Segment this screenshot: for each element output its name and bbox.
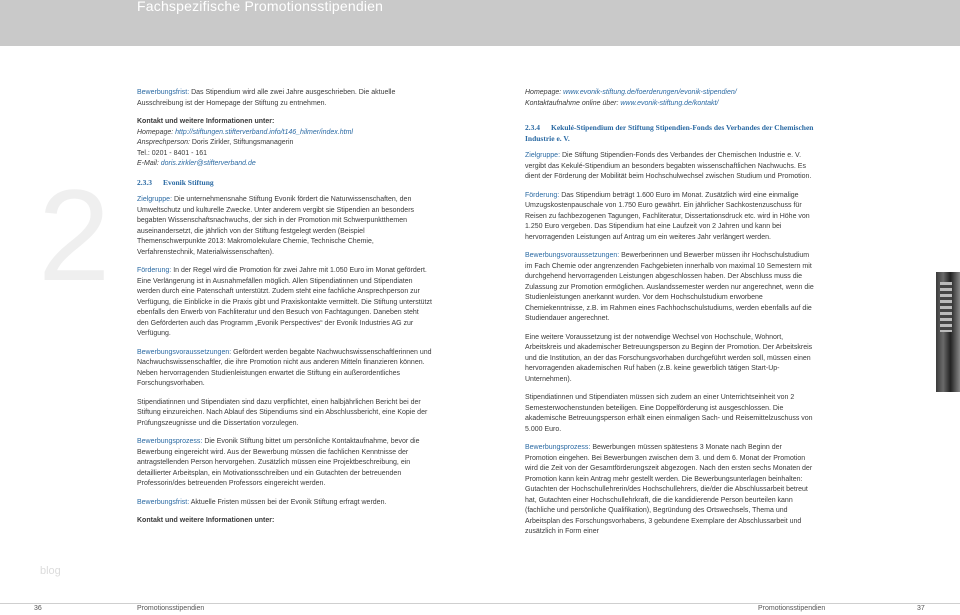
- homepage-link[interactable]: http://stiftungen.stifterverband.info/t146_hilmer/index.html: [175, 128, 353, 136]
- paragraph-bericht: Stipendiatinnen und Stipendiaten sind dazu verpflichtet, einen halbjährlichen Bericht bei der Stiftung einzureichen. Nach Ablauf des Stipendiums sind ein Abschlussbericht, eine Kopie der Prüfungszeugnisse und die Dissertation vorzulegen.: [137, 398, 428, 427]
- page-title: Fachspezifische Promotionsstipendien: [137, 0, 384, 14]
- paragraph-zielgruppe: Zielgruppe: Die unternehmensnahe Stiftung Evonik fördert die Naturwissenschaften, den Umweltschutz und kulturelle Zwecke. Unter anderem vergibt sie Stipendien an besonders begabten Wissenschaftsnachwuchs, der sich in der Promotion mit Schwerpunktthemen auseinandersetzt, die jährlich von der Stiftung festgelegt werden (Beispiel Themenschwerpunkte 2013: Makromolekulare Chemie, Technische Chemie, Verfahrenstechnik, Materialwissenschaften).: [137, 196, 415, 256]
- paragraph-bewerbungsprozess: Bewerbungsprozess: Die Evonik Stiftung bittet um persönliche Kontaktaufnahme, bevor die Bewerbung eingereicht wird. Aus der Bewerbung müssen die fachlichen Kenntnisse der antragstellenden Person hervorgehen. Zusätzlich müssen eine Projektbeschreibung, ein detaillierter Arbeitsplan, ein Motivationsschreiben und ein Gutachten der betreuenden Professorin/des betreuenden Professors eingereicht werden.: [137, 438, 420, 487]
- contact-online-line: Kontaktaufnahme online über: www.evonik-stiftung.de/kontakt/: [525, 99, 719, 107]
- left-column: [137, 88, 432, 527]
- side-photo: [936, 272, 960, 392]
- homepage-line: Homepage: www.evonik-stiftung.de/foerderungen/evonik-stipendien/: [525, 89, 737, 96]
- side-watermark: blog: [40, 565, 61, 577]
- contact-person-line: Ansprechperson: Doris Zirkler, Stiftungsmanagerin: [137, 139, 294, 146]
- email-link[interactable]: doris.zirkler@stifterverband.de: [160, 160, 256, 167]
- section-heading-evonik: 2.3.3 Evonik Stiftung: [137, 177, 214, 187]
- paragraph-foerderung: Förderung: In der Regel wird die Promotion für zwei Jahre mit 1.050 Euro im Monat gefördert. Eine Verlängerung ist in Ausnahmefällen möglich. Allen Stipendiatinnen und Stipendiaten werden durch eine Patenschaft unterstützt. Zudem steht eine fachliche Ansprechperson zur Verfügung, die Einblicke in die Praxis gibt und Praxiskontakte vermittelt. Die Stiftung unterstützt ebenfalls den Erwerb von Fachliteratur und den Besuch von Fachtagungen. Daneben steht den Geförderten auch das Programm „Evonik Perspectives“ der Evonik Industries AG zur Verfügung.: [137, 267, 432, 337]
- label-bewerbungsfrist: Bewerbungsfrist:: [137, 89, 190, 96]
- homepage-line: Homepage: http://stiftungen.stifterverband.info/t146_hilmer/index.html: [137, 128, 353, 136]
- paragraph-voraussetzungen: Bewerbungsvoraussetzungen: Gefördert werden begabte Nachwuchswissenschaftlerinnen und Nachwuchswissenschaftler, die ihre Promotion nicht aus anderen Mitteln finanzieren können. Neben hervorragenden Studienleistungen erwartet die Stiftung ein außerordentliches Forschungsvorhaben.: [137, 348, 432, 387]
- contact-block-hilmer: [137, 117, 432, 170]
- contact-heading: Kontakt und weitere Informationen unter:: [137, 118, 275, 125]
- page-number-left: 36: [34, 605, 42, 612]
- footer-title-left: Promotionsstipendien: [137, 605, 205, 612]
- paragraph-foerderung: Förderung: Das Stipendium beträgt 1.600 Euro im Monat. Zusätzlich wird eine einmalige Umzugskostenpauschale von 1.750 Euro gewährt. Ein jährlicher Sachkostenzuschuss für Reisen zu fachbezogenen Tagungen, Fachliteratur, Dissertationsdruck etc. wird in Höhe von 1.250 Euro vergeben. Das Stipendium hat eine Laufzeit von 2 Jahren und kann bei hervorragenden Leistungen auf Antrag um ein weiteres Jahr verlängert werden.: [525, 191, 810, 241]
- footer-title-right: Promotionsstipendien: [758, 605, 826, 612]
- section-heading-kekule: 2.3.4 Kekulé-Stipendium der Stiftung Stipendien-Fonds des Verbandes der Chemischen Industrie e. V.: [525, 123, 814, 143]
- paragraph-deadline-hilmer: Bewerbungsfrist: Das Stipendium wird alle zwei Jahre ausgeschrieben. Die aktuelle Ausschreibung ist der Homepage der Stiftung zu entnehmen.: [137, 89, 396, 107]
- contact-block-evonik: [525, 88, 815, 109]
- paragraph-bewerbungsfrist: Bewerbungsfrist: Aktuelle Fristen müssen bei der Evonik Stiftung erfragt werden.: [137, 498, 387, 506]
- contact-link[interactable]: www.evonik-stiftung.de/kontakt/: [620, 99, 719, 107]
- paragraph-bericht: Stipendiatinnen und Stipendiaten müssen sich zudem an einer Unterrichtseinheit von 2 Semesterwochenstunden beteiligen. Eine Doppelförderung ist ausgeschlossen. Die akademische Betreuungsperson erhält einen einmaligen Sach- und Reisemittelzuschuss von 5.000 Euro.: [525, 394, 813, 433]
- chapter-number: 2: [38, 162, 111, 308]
- paragraph-wechsel: Eine weitere Voraussetzung ist der notwendige Wechsel von Hochschule, Wohnort, Arbeitskreis und akademischer Betreuungsperson zu Beginn der Promotion. Der Arbeitskreis und die Institution, an der das Forschungsvorhaben durchgeführt werden soll, müssen einen hervorragenden akademischen Ruf haben (z.B. keine gewerblich tätigen Start-Up-Unternehmen).: [525, 333, 813, 383]
- page-number-right: 37: [917, 605, 925, 612]
- paragraph-zielgruppe: Zielgruppe: Die Stiftung Stipendien-Fonds des Verbandes der Chemischen Industrie e. V. vergibt das Kekulé-Stipendium an besonders begabten wissenschaftlichen Nachwuchs. Es dient der Förderung der Mobilität beim Hochschulwechsel zwischen Studium und Promotion.: [525, 152, 812, 180]
- contact-heading-evonik: Kontakt und weitere Informationen unter:: [137, 517, 275, 524]
- phone-line: Tel.: 0201 - 8401 - 161: [137, 149, 208, 157]
- header-band: [0, 0, 960, 46]
- footer-divider: [0, 603, 960, 604]
- right-column: [525, 88, 815, 546]
- paragraph-bewerbungsprozess: Bewerbungsprozess: Bewerbungen müssen spätestens 3 Monate nach Beginn der Promotion eingehen. Bei Bewerbungen zwischen dem 3. und dem 6. Monat der Promotion wird die Zeit von der Gesamtförderungszeit abgezogen. Nach den ersten sechs Monaten der Promotion kann kein Antrag mehr gestellt werden. Die Bewerbungsunterlagen beinhalten: Gutachten der Hochschullehrerin/des Hochschullehrers, die/der die Abschlussarbeit betreut hat, Gutachten einer Hochschullehrkraft, die die kandidierende Person beurteilen kann (fachliche und persönliche Qualifikation), Begründung des Ortswechsels, Thema und Arbeitsplan des Forschungsvorhabens, 3 gebundene Exemplare der Abschlussarbeit und zusätzlich in Form einer: [525, 444, 813, 535]
- homepage-link[interactable]: www.evonik-stiftung.de/foerderungen/evonik-stipendien/: [563, 89, 737, 96]
- paragraph-voraussetzungen: Bewerbungsvoraussetzungen: Bewerberinnen und Bewerber müssen ihr Hochschulstudium im Fach Chemie oder angrenzenden Fachgebieten innerhalb von maximal 10 Semestern mit durchgehend hervorragenden Leistungen abgeschlossen haben. Der Abschluss muss die Zulassung zur Promotion ermöglichen. Auslandssemester werden nur angerechnet, wenn die Studienleistungen anerkannt wurden. Vor dem Hochschulstudium erworbene Chemiekenntnisse, z.B. im Rahmen eines Fachhochschulstudiums, werden ebenfalls auf die Studiendauer angerechnet.: [525, 252, 814, 322]
- email-line: E-Mail: doris.zirkler@stifterverband.de: [137, 160, 256, 167]
